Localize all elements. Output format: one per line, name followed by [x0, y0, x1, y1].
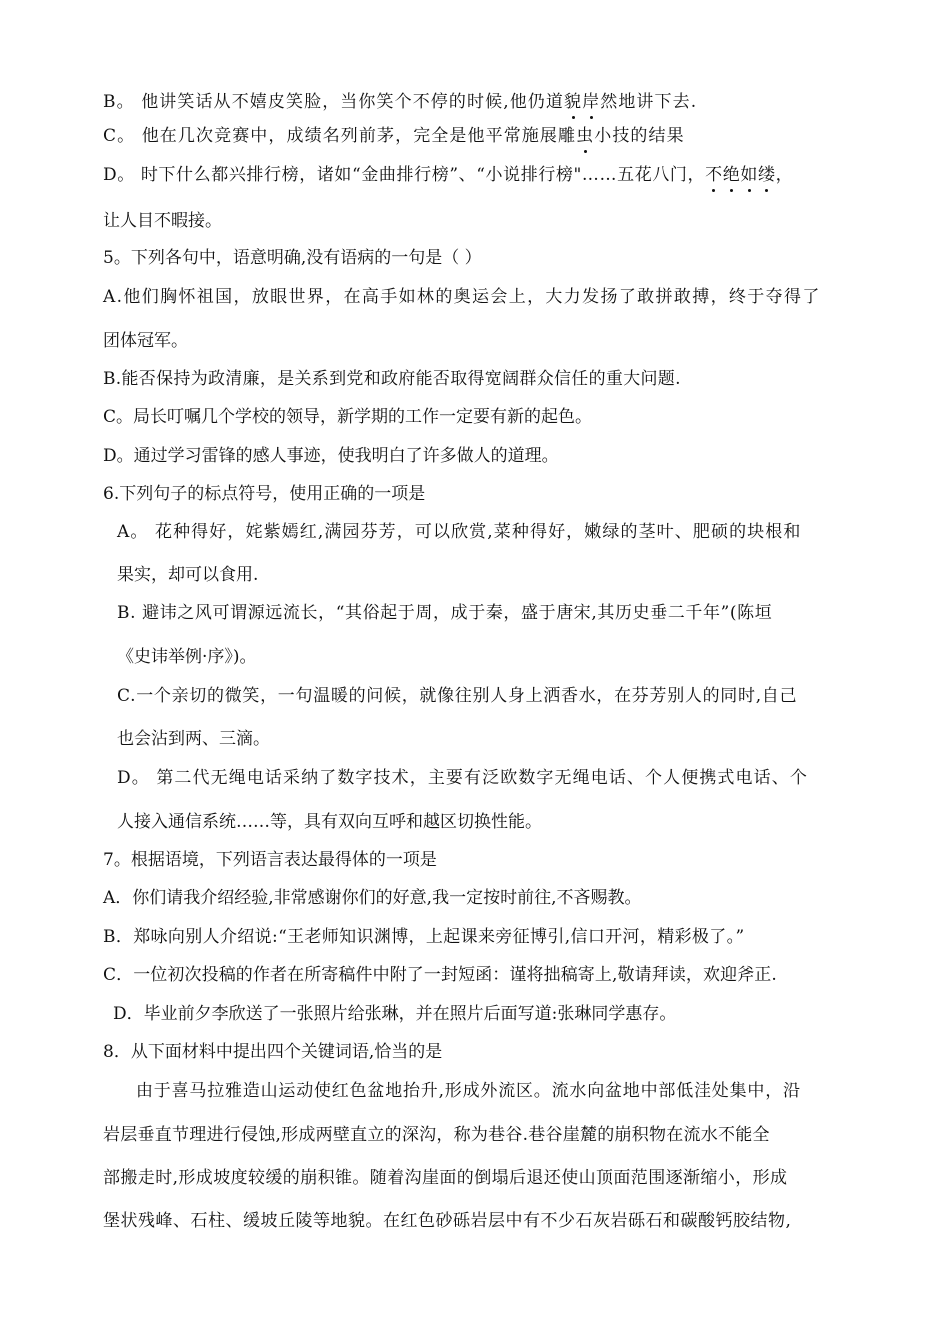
- text-line: B. 避讳之风可谓源远流长，“其俗起于周，成于秦，盛于唐宋,其历史垂二千年”(陈垣: [117, 603, 773, 623]
- question-6-stem: 6.下列句子的标点符号，使用正确的一项是: [103, 484, 426, 504]
- question-7-stem: 7。根据语境，下列语言表达最得体的一项是: [103, 850, 437, 870]
- text-line: C.一个亲切的微笑，一句温暖的问候，就像往别人身上洒香水，在芬芳别人的同时,自己: [117, 686, 798, 706]
- text-line: A.他们胸怀祖国，放眼世界，在高手如林的奥运会上，大力发扬了敢拼敢搏，终于夺得了: [103, 287, 821, 307]
- text-line: 部搬走时,形成坡度较缓的崩积锥。随着沟崖面的倒塌后退还使山顶面范围逐渐缩小，形成: [103, 1168, 788, 1188]
- text-line: D．毕业前夕李欣送了一张照片给张琳，并在照片后面写道:张琳同学惠存。: [113, 1004, 677, 1024]
- text-line: 团体冠军。: [103, 331, 188, 351]
- text-line: 堡状残峰、石柱、缓坡丘陵等地貌。在红色砂砾岩层中有不少石灰岩砾石和碳酸钙胶结物,: [103, 1211, 792, 1231]
- text-line: A。 花种得好，姹紫嫣红,满园芬芳，可以欣赏,菜种得好，嫩绿的茎叶、肥硕的块根和: [117, 522, 802, 542]
- question-8-stem: 8．从下面材料中提出四个关键词语,恰当的是: [103, 1042, 443, 1062]
- text-line: C．一位初次投稿的作者在所寄稿件中附了一封短函：谨将拙稿寄上,敬请拜读，欢迎斧正.: [103, 965, 777, 985]
- text-line: 果实，却可以食用.: [117, 565, 259, 585]
- text-line: A．你们请我介绍经验,非常感谢你们的好意,我一定按时前往,不吝赐教。: [103, 888, 642, 908]
- text-line: 岩层垂直节理进行侵蚀,形成两壁直立的深沟，称为巷谷.巷谷崖麓的崩积物在流水不能全: [103, 1125, 770, 1145]
- question-5-stem: 5。下列各句中，语意明确,没有语病的一句是（ ）: [103, 248, 482, 268]
- text-line: B.能否保持为政清廉，是关系到党和政府能否取得宽阔群众信任的重大问题.: [103, 369, 681, 389]
- text-line: D。 第二代无绳电话采纳了数字技术，主要有泛欧数字无绳电话、个人便携式电话、个: [117, 768, 808, 788]
- text-line: 也会沾到两、三滴。: [117, 729, 270, 749]
- text-line: D。 时下什么都兴排行榜，诸如“金曲排行榜”、“小说排行榜"……五花八门，不绝如缕，: [103, 165, 794, 185]
- text-line: C。 他在几次竞赛中，成绩名列前茅，完全是他平常施展雕虫小技的结果: [103, 126, 685, 146]
- text-line: 人接入通信系统……等，具有双向互呼和越区切换性能。: [117, 812, 542, 832]
- text-line: B．郑咏向别人介绍说:“王老师知识渊博，上起课来旁征博引,信口开河，精彩极了。”: [103, 927, 745, 947]
- text-line: B。 他讲笑话从不嬉皮笑脸，当你笑个不停的时候,他仍道貌岸然地讲下去.: [103, 92, 698, 112]
- text-line: 《史讳举例·序》)。: [117, 647, 257, 667]
- text-line: 让人目不暇接。: [103, 211, 222, 231]
- text-line: C。局长叮嘱几个学校的领导，新学期的工作一定要有新的起色。: [103, 407, 593, 427]
- text-line: 由于喜马拉雅造山运动使红色盆地抬升,形成外流区。流水向盆地中部低洼处集中，沿: [136, 1081, 801, 1101]
- text-line: D。通过学习雷锋的感人事迹，使我明白了许多做人的道理。: [103, 446, 559, 466]
